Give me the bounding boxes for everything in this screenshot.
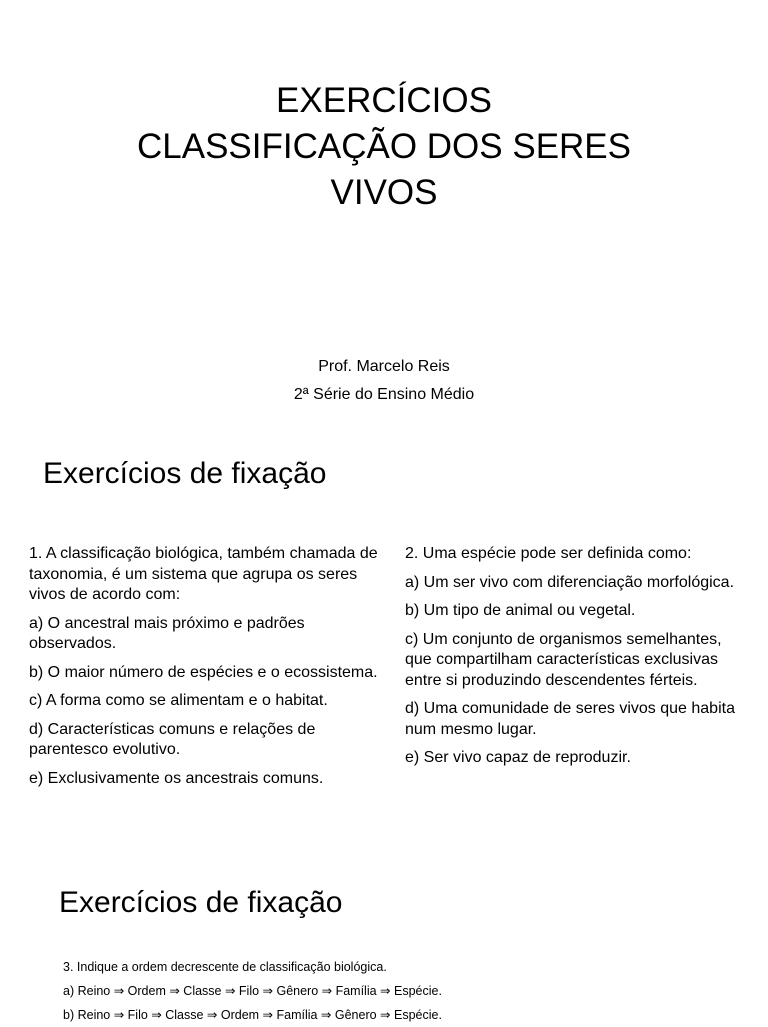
author-block	[0, 353, 768, 409]
question-1	[29, 544, 391, 797]
answer-option: a) Reino ⇒ Ordem ⇒ Classe ⇒ Filo ⇒ Gênero ⇒ Família ⇒ Espécie.	[63, 984, 442, 998]
answer-option: c) A forma como se alimentam e o habitat.	[29, 692, 328, 709]
question-2	[405, 544, 740, 777]
grade-label: 2ª Série do Ensino Médio	[293, 386, 475, 403]
author-name: Prof. Marcelo Reis	[318, 358, 450, 375]
title-line: CLASSIFICAÇÃO DOS SERES	[136, 127, 632, 166]
answer-option: b) Reino ⇒ Filo ⇒ Classe ⇒ Ordem ⇒ Família ⇒ Gênero ⇒ Espécie.	[63, 1008, 442, 1022]
question-3	[63, 955, 743, 1027]
question-prompt: 3. Indique a ordem decrescente de classificação biológica.	[63, 960, 387, 974]
answer-option: b) O maior número de espécies e o ecossistema.	[29, 663, 378, 681]
answer-option: c) Um conjunto de organismos semelhantes, que compartilham características exclusivas entre si produzindo descendentes férteis.	[405, 630, 722, 689]
answer-option: a) O ancestral mais próximo e padrões observados.	[29, 614, 305, 652]
answer-option: b) Um tipo de animal ou vegetal.	[405, 602, 636, 619]
exercises-slide-2	[0, 845, 768, 1024]
answer-option: e) Ser vivo capaz de reproduzir.	[405, 749, 631, 766]
answer-option: d) Uma comunidade de seres vivos que habita num mesmo lugar.	[405, 700, 735, 738]
main-title	[0, 78, 768, 216]
answer-option: d) Características comuns e relações de parentesco evolutivo.	[29, 720, 316, 758]
slide-heading: Exercícios de fixação	[59, 886, 343, 919]
answer-option: e) Exclusivamente os ancestrais comuns.	[29, 769, 324, 787]
question-prompt: 2. Uma espécie pode ser definida como:	[405, 545, 692, 562]
title-line: VIVOS	[330, 173, 438, 212]
question-prompt: 1. A classificação biológica, também chamada de taxonomia, é um sistema que agrupa os seres vivos de acordo com:	[29, 545, 378, 603]
slide-heading: Exercícios de fixação	[43, 457, 327, 490]
title-line: EXERCÍCIOS	[276, 81, 492, 120]
answer-option: a) Um ser vivo com diferenciação morfológica.	[405, 573, 735, 591]
title-slide	[0, 0, 768, 420]
exercises-slide-1	[0, 420, 768, 845]
